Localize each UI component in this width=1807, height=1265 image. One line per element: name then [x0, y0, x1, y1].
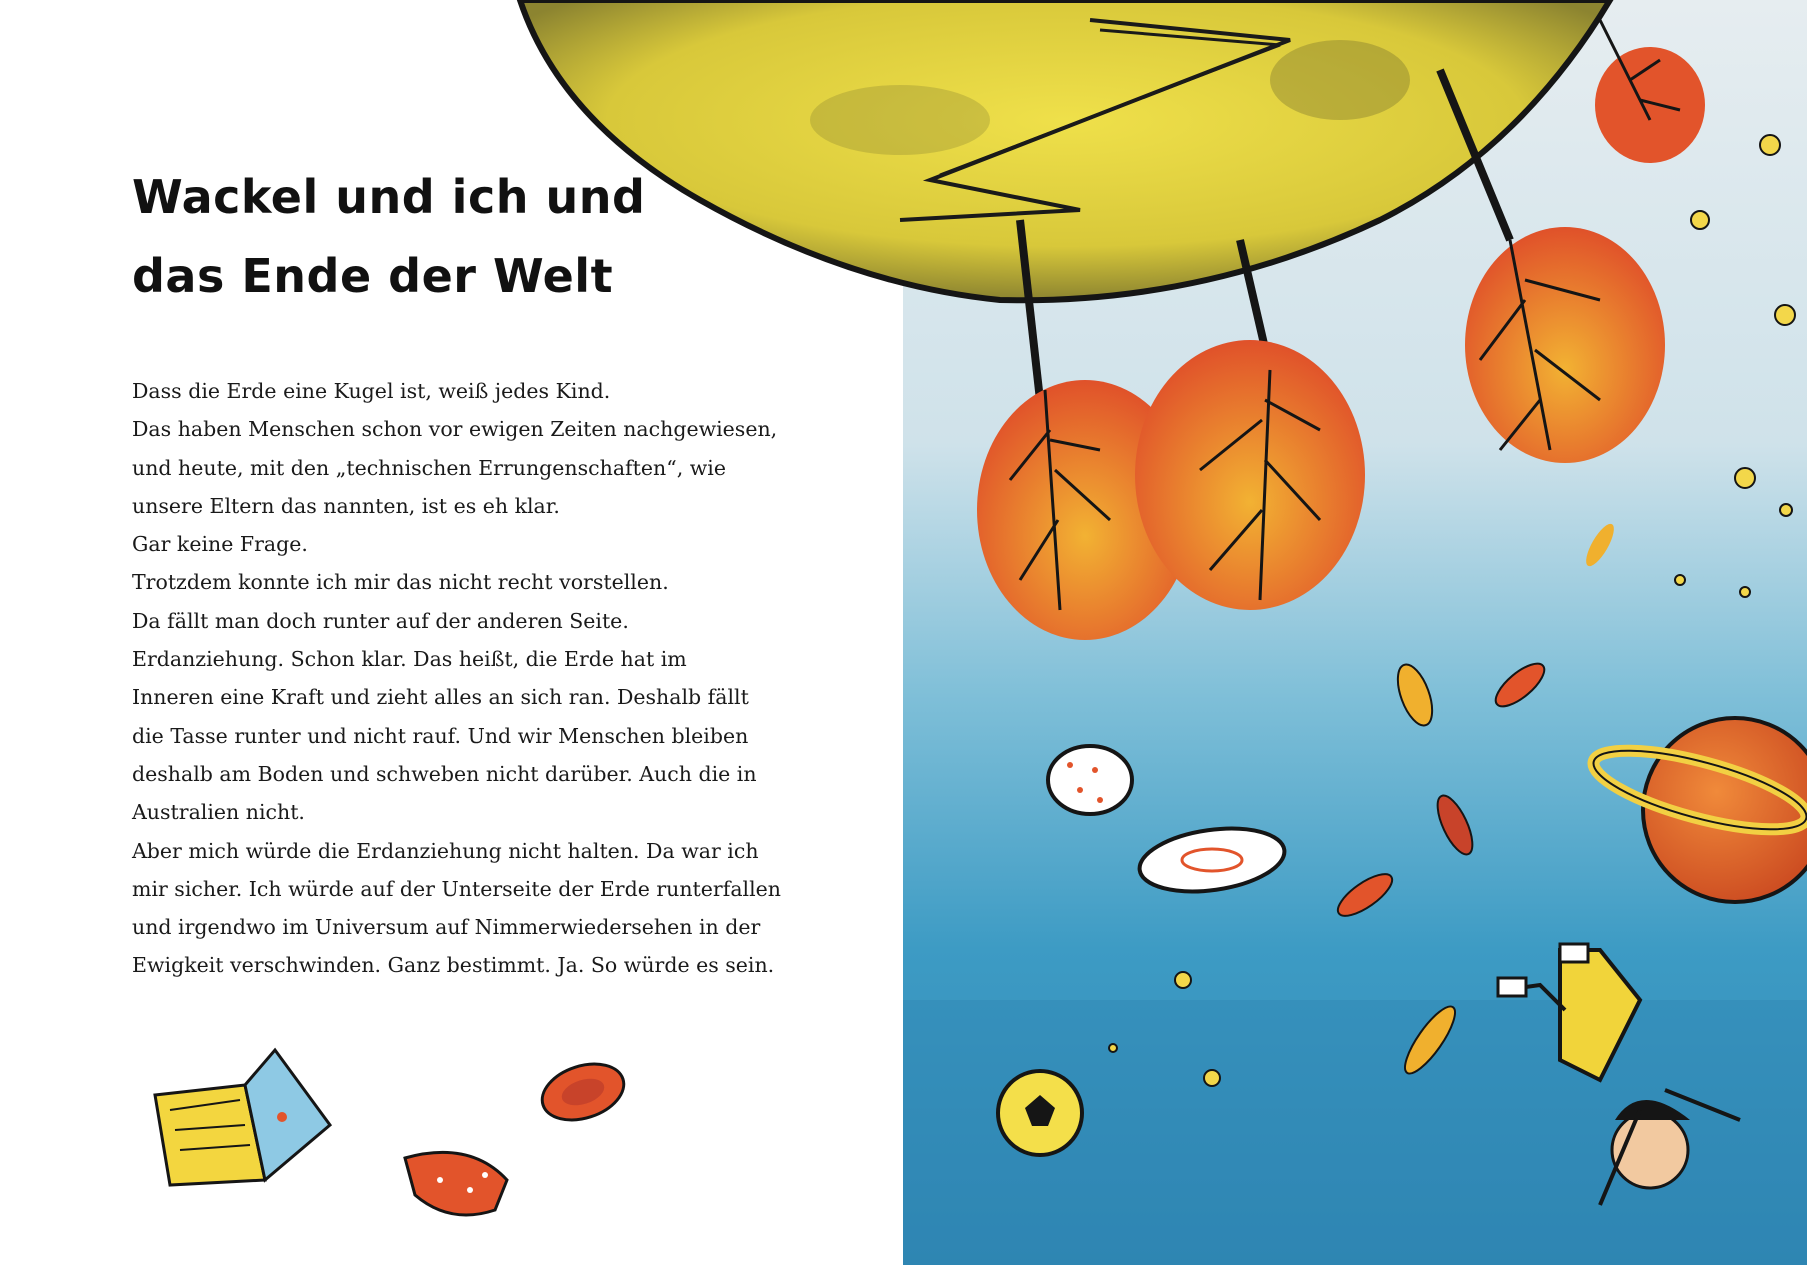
body-line: die Tasse runter und nicht rauf. Und wir Menschen bleiben	[132, 723, 749, 748]
body-line: Ewigkeit verschwinden. Ganz bestimmt. Ja. So würde es sein.	[132, 953, 775, 978]
body-line: Aber mich würde die Erdanziehung nicht halten. Da war ich	[132, 838, 759, 863]
falling-football	[998, 1071, 1082, 1155]
body-line: Dass die Erde eine Kugel ist, weiß jedes Kind.	[132, 379, 611, 403]
body-line: und irgendwo im Universum auf Nimmerwiedersehen in der	[132, 915, 761, 940]
body-line: Trotzdem konnte ich mir das nicht recht vorstellen.	[132, 570, 669, 595]
falling-teacup	[1048, 746, 1132, 814]
falling-book	[155, 1050, 330, 1185]
chapter-title-line-2: das Ende der Welt	[132, 249, 614, 303]
falling-plate	[535, 1054, 631, 1129]
body-line: Inneren eine Kraft und zieht alles an sich ran. Deshalb fällt	[132, 685, 749, 710]
body-line: deshalb am Boden und schweben nicht darüber. Auch die in	[132, 761, 757, 786]
body-line: Da fällt man doch runter auf der anderen Seite.	[132, 608, 629, 633]
body-line: mir sicher. Ich würde auf der Unterseite der Erde runterfallen	[132, 876, 781, 901]
body-line: Erdanziehung. Schon klar. Das heißt, die Erde hat im	[132, 647, 687, 672]
body-line: Das haben Menschen schon vor ewigen Zeiten nachgewiesen,	[132, 417, 778, 442]
chapter-title-line-1: Wackel und ich und	[132, 170, 646, 224]
body-line: Gar keine Frage.	[132, 532, 308, 557]
body-line: und heute, mit den „technischen Errungenschaften“, wie	[132, 455, 726, 480]
body-line: Australien nicht.	[132, 800, 305, 825]
body-line: unsere Eltern das nannten, ist es eh klar.	[132, 493, 560, 518]
falling-cup	[405, 1152, 507, 1215]
